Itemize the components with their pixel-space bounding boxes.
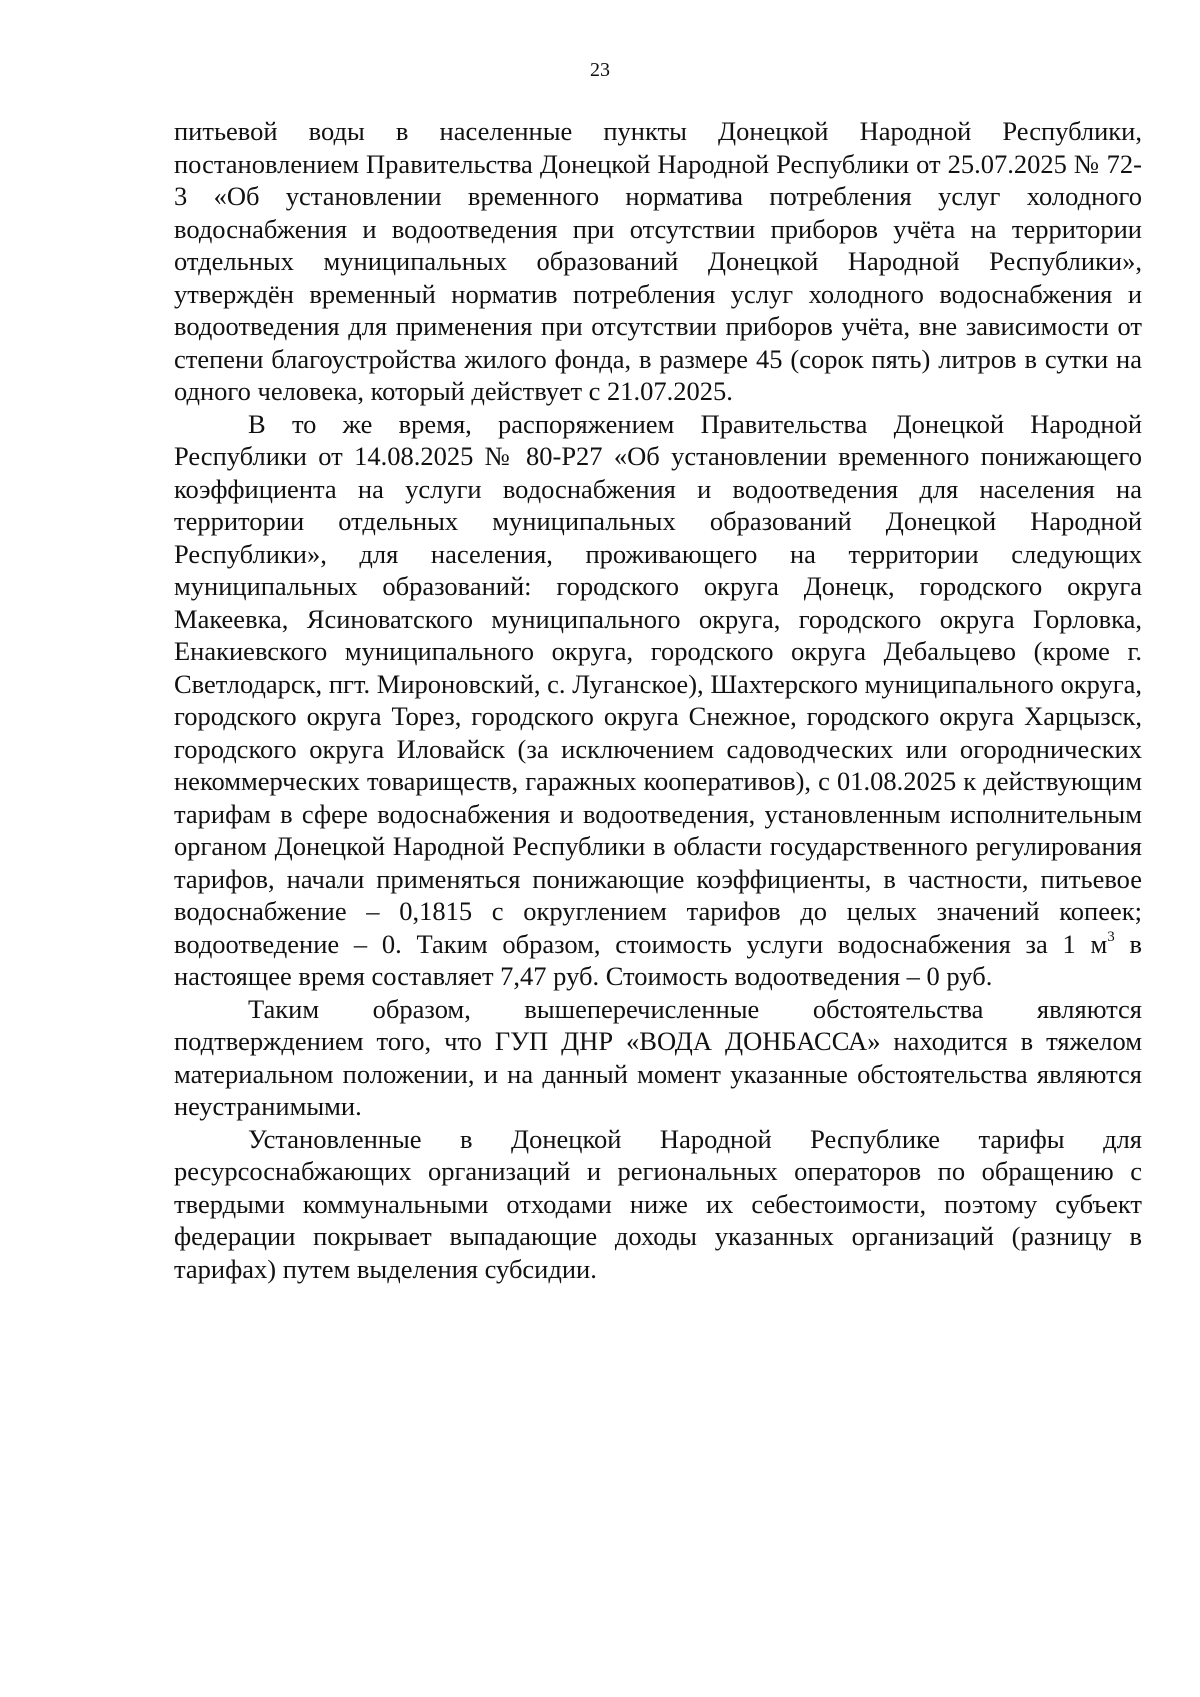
cubic-superscript: 3 <box>1107 928 1115 945</box>
paragraph-text-part: в настоящее время составляет 7,47 руб. Стоимость водоотведения – 0 руб. <box>174 928 1142 991</box>
paragraph-financial-state: Таким образом, вышеперечисленные обстоятельства являются подтверждением того, что ГУП ДНР «ВОДА ДОНБАССА» находится в тяжелом материальном положении, и на данный момент указанные обстоятельства являются неустранимыми. <box>174 993 1142 1121</box>
paragraph-text-part: В то же время, распоряжением Правительства Донецкой Народной Республики от 14.08.2025 № 80-Р27 «Об установлении временного понижающего коэффициента на услуги водоснабжения и водоотведения для населения на территории отдельных муниципальных образований Донецкой Народной Республики», для населения, проживающего на территории следующих муниципальных образований: городского округа Донецк, городского округа Макеевка, Ясиноватского муниципального округа, городского округа Горловка, Енакиевского муниципального округа, городского округа Дебальцево (кроме г. Светлодарск, пгт. Мироновский, с. Луганское), Шахтерского муниципального округа, городского округа Торез, городского округа Снежное, городского округа Харцызск, городского округа Иловайск (за исключением садоводческих или огороднических некоммерческих товариществ, гаражных кооперативов), с 01.08.2025 к действующим тарифам в сфере водоснабжения и водоотведения, установленным исполнительным органом Донецкой Народной Республики в области государственного регулирования тарифов, начали применяться понижающие коэффициенты, в частности, питьевое водоснабжение – 0,1815 с округлением тарифов до целых значений копеек; водоотведение – 0. Таким образом, стоимость услуги водоснабжения за 1 м <box>174 408 1142 959</box>
paragraph-norm-consumption: питьевой воды в населенные пункты Донецкой Народной Республики, постановлением Правительства Донецкой Народной Республики от 25.07.2025 № 72-3 «Об установлении временного норматива потребления услуг холодного водоснабжения и водоотведения при отсутствии приборов учёта на территории отдельных муниципальных образований Донецкой Народной Республики», утверждён временный норматив потребления услуг холодного водоснабжения и водоотведения для применения при отсутствии приборов учёта, вне зависимости от степени благоустройства жилого фонда, в размере 45 (сорок пять) литров в сутки на одного человека, который действует с 21.07.2025. <box>174 116 1142 406</box>
page-number: 23 <box>590 59 610 81</box>
paragraph-tariff-subsidy: Установленные в Донецкой Народной Республике тарифы для ресурсоснабжающих организаций и региональных операторов по обращению с твердыми коммунальными отходами ниже их себестоимости, поэтому субъект федерации покрывает выпадающие доходы указанных организаций (разницу в тарифах) путем выделения субсидии. <box>174 1123 1142 1284</box>
document-body <box>174 115 1142 1285</box>
paragraph-reducing-coefficient <box>174 408 1142 993</box>
